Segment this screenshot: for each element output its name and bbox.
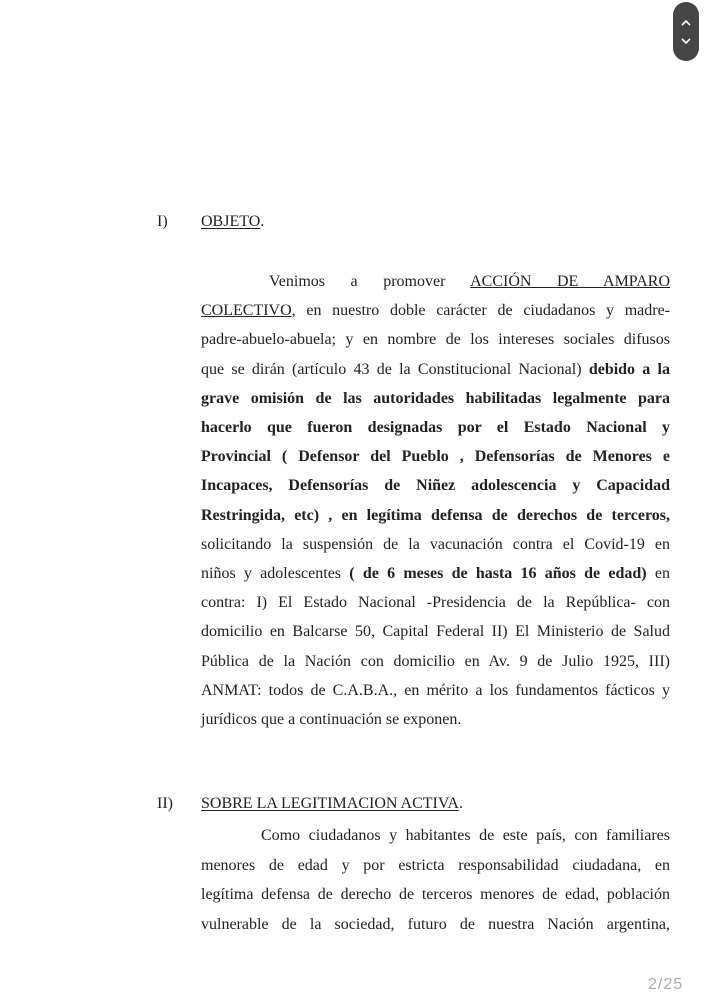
- text-run: domicilio en Balcarse 50, Capital Federal II) El Ministerio de Salud: [201, 623, 670, 641]
- section-title: [201, 795, 463, 813]
- paragraph-line: [201, 856, 670, 876]
- section-title-text: SOBRE LA LEGITIMACION ACTIVA: [201, 795, 459, 812]
- section-title-suffix: .: [458, 795, 463, 812]
- text-run: vulnerable de la sociedad, futuro de nuestra Nación argentina,: [201, 915, 670, 933]
- underlined-text: COLECTIVO: [201, 302, 292, 320]
- paragraph-line: [261, 826, 670, 846]
- text-run: contra: I) El Estado Nacional -Presidencia de la República- con: [201, 594, 670, 612]
- paragraph-line: [201, 622, 670, 642]
- bold-text: Provincial ( Defensor del Pueblo , Defensorías de Menores e: [201, 448, 670, 466]
- text-run: jurídicos que a continuación se exponen.: [201, 711, 462, 728]
- text-run: Pública de la Nación con domicilio en Av. 9 de Julio 1925, III): [201, 652, 670, 670]
- paragraph-line: [201, 447, 670, 467]
- bold-text: Restringida, etc) , en legítima defensa de derechos de terceros,: [201, 506, 670, 524]
- bold-text: Incapaces, Defensorías de Niñez adolescencia y Capacidad: [201, 477, 670, 495]
- text-run: en: [646, 565, 670, 582]
- paragraph-line: [201, 710, 670, 730]
- section-number: I): [157, 213, 168, 230]
- text-run: padre-abuelo-abuela; y en nombre de los intereses sociales difusos: [201, 331, 670, 349]
- paragraph-line: [201, 593, 670, 613]
- text-run: niños y adolescentes: [201, 565, 350, 582]
- section-title-suffix: .: [260, 213, 265, 230]
- bold-text: debido a la: [588, 360, 670, 378]
- text-run: legítima defensa de derecho de terceros menores de edad, población: [201, 886, 670, 903]
- text-run: ANMAT: todos de C.A.B.A., en mérito a los fundamentos fácticos y: [201, 681, 670, 699]
- text-run: Como ciudadanos y habitantes de este país, con familiares: [261, 827, 670, 844]
- paragraph-line: [201, 681, 670, 701]
- paragraph-line: [201, 418, 670, 438]
- text-run: solicitando la suspensión de la vacunación contra el Covid-19 en: [201, 535, 670, 553]
- text-run: , en nuestro doble carácter de ciudadanos y madre-: [291, 302, 670, 320]
- paragraph-line: [201, 564, 670, 584]
- paragraph-line: [201, 506, 670, 526]
- page-scroll-control[interactable]: [673, 2, 699, 61]
- text-run: que se dirán (artículo 43 de la Constitucional Nacional): [201, 360, 589, 378]
- text-run: Venimos a promover: [269, 273, 471, 290]
- section-title-text: OBJETO: [201, 213, 261, 230]
- paragraph-line: [201, 535, 670, 555]
- paragraph-line: [201, 652, 670, 672]
- section-title: [201, 213, 264, 231]
- paragraph-line: [201, 476, 670, 496]
- chevron-up-icon[interactable]: [679, 17, 693, 29]
- paragraph-line: [201, 330, 670, 350]
- paragraph-line: [201, 389, 670, 409]
- paragraph-line: [201, 360, 670, 380]
- paragraph-line: [201, 915, 670, 935]
- bold-text: ( de 6 meses de hasta 16 años de edad): [349, 565, 647, 582]
- bold-text: hacerlo que fueron designadas por el Estado Nacional y: [201, 419, 670, 436]
- text-run: menores de edad y por estricta responsabilidad ciudadana, en: [201, 856, 670, 874]
- paragraph-line: [269, 272, 670, 292]
- page-indicator: 2/25: [648, 976, 684, 993]
- paragraph-line: [201, 301, 670, 321]
- section-number: II): [157, 795, 173, 812]
- bold-text: grave omisión de las autoridades habilitadas legalmente para: [201, 389, 670, 407]
- underlined-text: ACCIÓN DE AMPARO: [470, 273, 671, 290]
- paragraph-line: [201, 885, 670, 905]
- chevron-down-icon[interactable]: [679, 35, 693, 47]
